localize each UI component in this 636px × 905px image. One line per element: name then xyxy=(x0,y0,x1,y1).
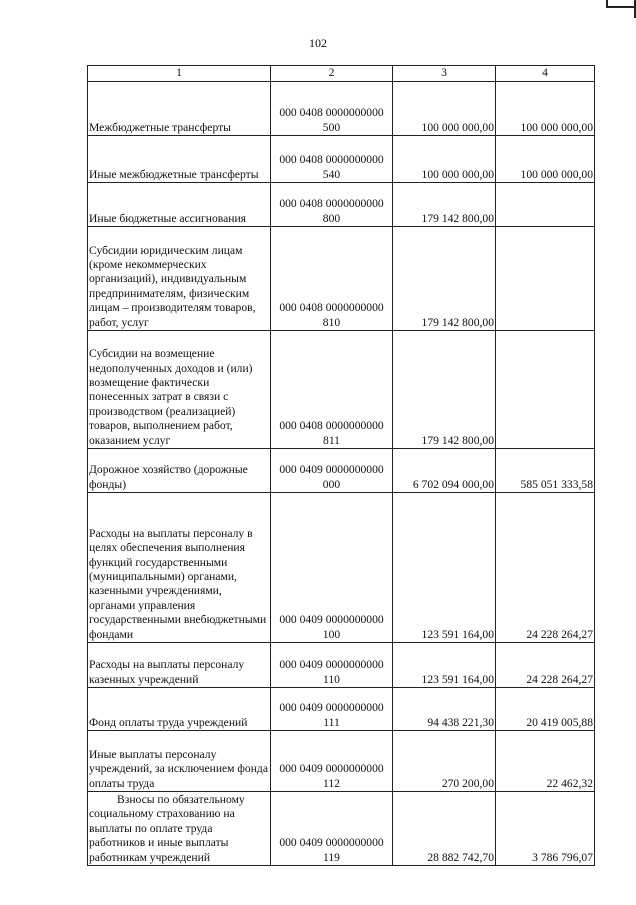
table-row xyxy=(88,792,595,866)
table-row xyxy=(88,227,595,331)
row-value-col3: 179 142 800,00 xyxy=(393,227,496,331)
row-value-col4: 3 786 796,07 xyxy=(496,792,595,866)
row-code: 000 0409 0000000000 119 xyxy=(271,792,393,866)
budget-table xyxy=(87,65,595,866)
row-code: 000 0408 0000000000 500 xyxy=(271,82,393,136)
table-row xyxy=(88,82,595,136)
table-row xyxy=(88,136,595,183)
table-row xyxy=(88,643,595,688)
table-row xyxy=(88,331,595,449)
row-value-col3: 100 000 000,00 xyxy=(393,136,496,183)
row-name: Дорожное хозяйство (дорожные фонды) xyxy=(88,449,271,493)
row-code: 000 0409 0000000000 000 xyxy=(271,449,393,493)
row-value-col3: 6 702 094 000,00 xyxy=(393,449,496,493)
header-cell-3: 3 xyxy=(393,66,496,82)
row-value-col4: 24 228 264,27 xyxy=(496,643,595,688)
row-name: Расходы на выплаты персоналу в целях обеспечения выполнения функций государственными (муниципальными) органами, казенными учреждениями, органами управления государственными внебюджетными фондами xyxy=(88,493,271,643)
row-value-col3: 123 591 164,00 xyxy=(393,493,496,643)
row-name: Субсидии юридическим лицам (кроме некоммерческих организаций), индивидуальным предпринимателям, физическим лицам – производителям товаров, работ, услуг xyxy=(88,227,271,331)
row-value-col4 xyxy=(496,227,595,331)
row-value-col4: 585 051 333,58 xyxy=(496,449,595,493)
row-value-col4: 24 228 264,27 xyxy=(496,493,595,643)
row-value-col4: 22 462,32 xyxy=(496,731,595,792)
row-value-col3: 100 000 000,00 xyxy=(393,82,496,136)
row-value-col4 xyxy=(496,183,595,227)
table-row xyxy=(88,183,595,227)
header-cell-2: 2 xyxy=(271,66,393,82)
row-name: Межбюджетные трансферты xyxy=(88,82,271,136)
row-value-col4: 20 419 005,88 xyxy=(496,688,595,731)
table-header-row xyxy=(88,66,595,82)
row-value-col3: 94 438 221,30 xyxy=(393,688,496,731)
table-row xyxy=(88,493,595,643)
row-name: Иные выплаты персоналу учреждений, за исключением фонда оплаты труда xyxy=(88,731,271,792)
row-name: Фонд оплаты труда учреждений xyxy=(88,688,271,731)
row-name: Взносы по обязательному социальному страхованию на выплаты по оплате труда работников и иные выплаты работникам учреждений xyxy=(88,792,271,866)
table-row xyxy=(88,449,595,493)
row-value-col3: 179 142 800,00 xyxy=(393,331,496,449)
row-code: 000 0409 0000000000 100 xyxy=(271,493,393,643)
row-code: 000 0408 0000000000 540 xyxy=(271,136,393,183)
row-value-col3: 123 591 164,00 xyxy=(393,643,496,688)
row-code: 000 0409 0000000000 110 xyxy=(271,643,393,688)
page-number: 102 xyxy=(309,36,327,50)
row-code: 000 0408 0000000000 810 xyxy=(271,227,393,331)
corner-crop-mark xyxy=(606,0,636,8)
row-value-col3: 28 882 742,70 xyxy=(393,792,496,866)
row-name: Расходы на выплаты персоналу казенных учреждений xyxy=(88,643,271,688)
table-row xyxy=(88,688,595,731)
row-code: 000 0408 0000000000 800 xyxy=(271,183,393,227)
row-value-col3: 270 200,00 xyxy=(393,731,496,792)
row-name: Иные межбюджетные трансферты xyxy=(88,136,271,183)
table-row xyxy=(88,731,595,792)
row-name: Иные бюджетные ассигнования xyxy=(88,183,271,227)
row-code: 000 0409 0000000000 112 xyxy=(271,731,393,792)
header-cell-1: 1 xyxy=(88,66,271,82)
row-code: 000 0409 0000000000 111 xyxy=(271,688,393,731)
row-code: 000 0408 0000000000 811 xyxy=(271,331,393,449)
row-value-col4: 100 000 000,00 xyxy=(496,82,595,136)
row-value-col3: 179 142 800,00 xyxy=(393,183,496,227)
row-value-col4: 100 000 000,00 xyxy=(496,136,595,183)
row-name: Субсидии на возмещение недополученных доходов и (или) возмещение фактически понесенных затрат в связи с производством (реализацией) товаров, выполнением работ, оказанием услуг xyxy=(88,331,271,449)
header-cell-4: 4 xyxy=(496,66,595,82)
row-value-col4 xyxy=(496,331,595,449)
